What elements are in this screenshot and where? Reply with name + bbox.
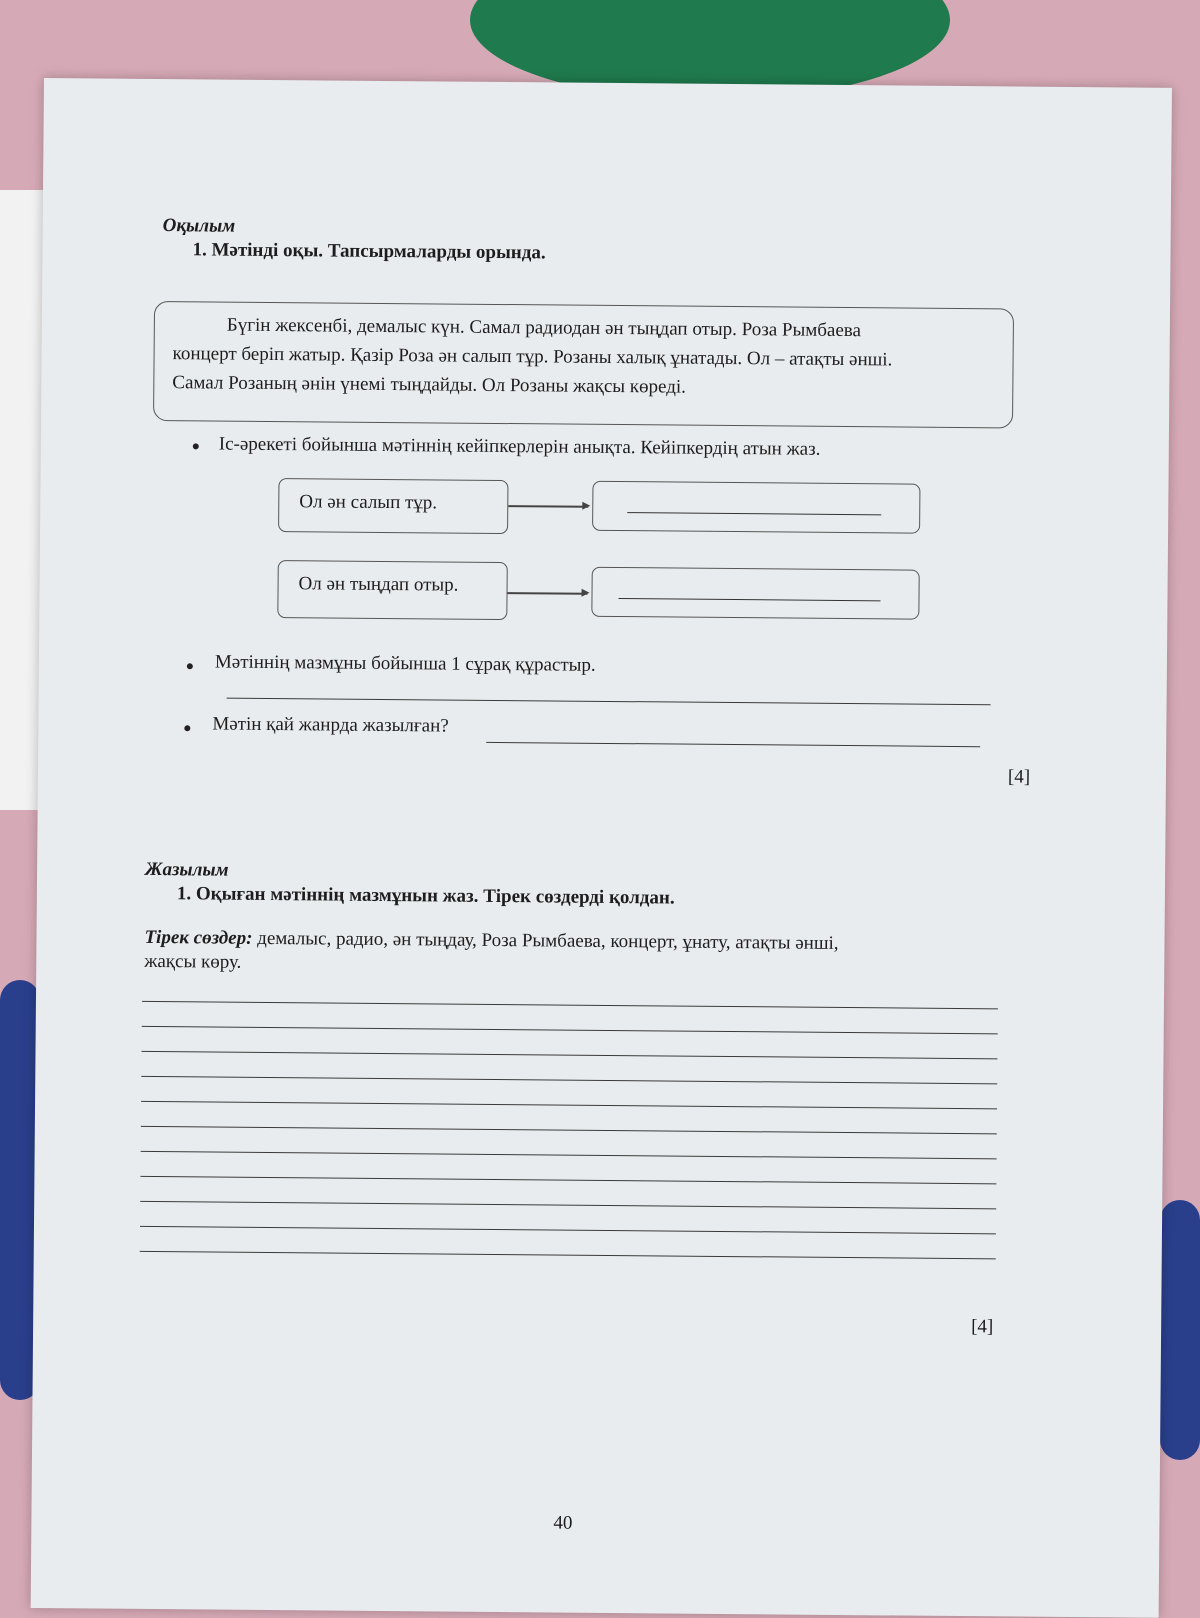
reading-score: [4] <box>1007 766 1031 788</box>
bullet-question-task: Мәтіннің мазмұны бойынша 1 сұрақ құрастыр. <box>214 651 596 676</box>
question-answer-line[interactable] <box>227 698 991 706</box>
keywords-line-2: жақсы көру. <box>144 950 242 973</box>
reading-text-line-1: Бүгін жексенбі, демалыс күн. Самал радиодан ән тыңдап отыр. Роза Рымбаева <box>226 314 862 342</box>
genre-answer-line[interactable] <box>486 742 980 748</box>
action-box-1 <box>278 478 508 534</box>
arrow-icon <box>508 592 588 594</box>
writing-line[interactable] <box>142 1051 998 1060</box>
bullet-characters-task: Іс-әрекеті бойынша мәтіннің кейіпкерлерін анықта. Кейіпкердің атын жаз. <box>218 433 821 460</box>
background-blue-pattern-right <box>1160 1200 1200 1460</box>
action-box-1-label: Ол ән салып тұр. <box>299 491 438 514</box>
answer-box-2[interactable] <box>591 567 919 620</box>
bullet-marker <box>187 663 193 669</box>
bullet-marker <box>184 725 190 731</box>
writing-line[interactable] <box>141 1151 997 1160</box>
writing-line[interactable] <box>140 1176 996 1185</box>
writing-task-heading: 1. Оқыған мәтіннің мазмұнын жаз. Тірек сөздерді қолдан. <box>176 883 675 909</box>
writing-line[interactable] <box>142 1026 998 1035</box>
reading-text-box <box>153 301 1014 429</box>
writing-line[interactable] <box>141 1101 997 1110</box>
writing-line[interactable] <box>142 1001 998 1010</box>
writing-line[interactable] <box>140 1251 996 1260</box>
action-box-2-label: Ол ән тыңдап отыр. <box>298 573 459 596</box>
action-box-2 <box>277 560 507 620</box>
bullet-marker <box>193 443 199 449</box>
keywords-list: демалыс, радио, ән тыңдау, Роза Рымбаева, концерт, ұнату, атақты әнші, <box>252 927 839 954</box>
answer-box-1[interactable] <box>592 481 920 534</box>
answer-line-1[interactable] <box>627 512 881 515</box>
reading-task-heading: 1. Мәтінді оқы. Тапсырмаларды орында. <box>192 239 546 264</box>
worksheet-page <box>31 78 1172 1618</box>
writing-line[interactable] <box>140 1226 996 1235</box>
arrow-icon <box>508 505 588 507</box>
bullet-genre-task: Мәтін қай жанрда жазылған? <box>212 713 449 737</box>
keywords-line-1 <box>144 927 838 955</box>
reading-text-line-3: Самал Розаның әнін үнемі тыңдайды. Ол Розаны жақсы көреді. <box>172 372 687 398</box>
reading-text-line-2: концерт беріп жатыр. Қазір Роза ән салып тұр. Розаны халық ұнатады. Ол – атақты әнші. <box>172 343 893 371</box>
writing-score: [4] <box>971 1316 994 1338</box>
writing-line[interactable] <box>141 1076 997 1085</box>
writing-section-title: Жазылым <box>145 858 229 881</box>
writing-line[interactable] <box>140 1201 996 1210</box>
answer-line-2[interactable] <box>618 598 880 601</box>
reading-section-title: Оқылым <box>162 215 236 237</box>
page-number: 40 <box>553 1512 573 1534</box>
writing-line[interactable] <box>141 1126 997 1135</box>
keywords-label: Тірек сөздер: <box>144 926 253 949</box>
